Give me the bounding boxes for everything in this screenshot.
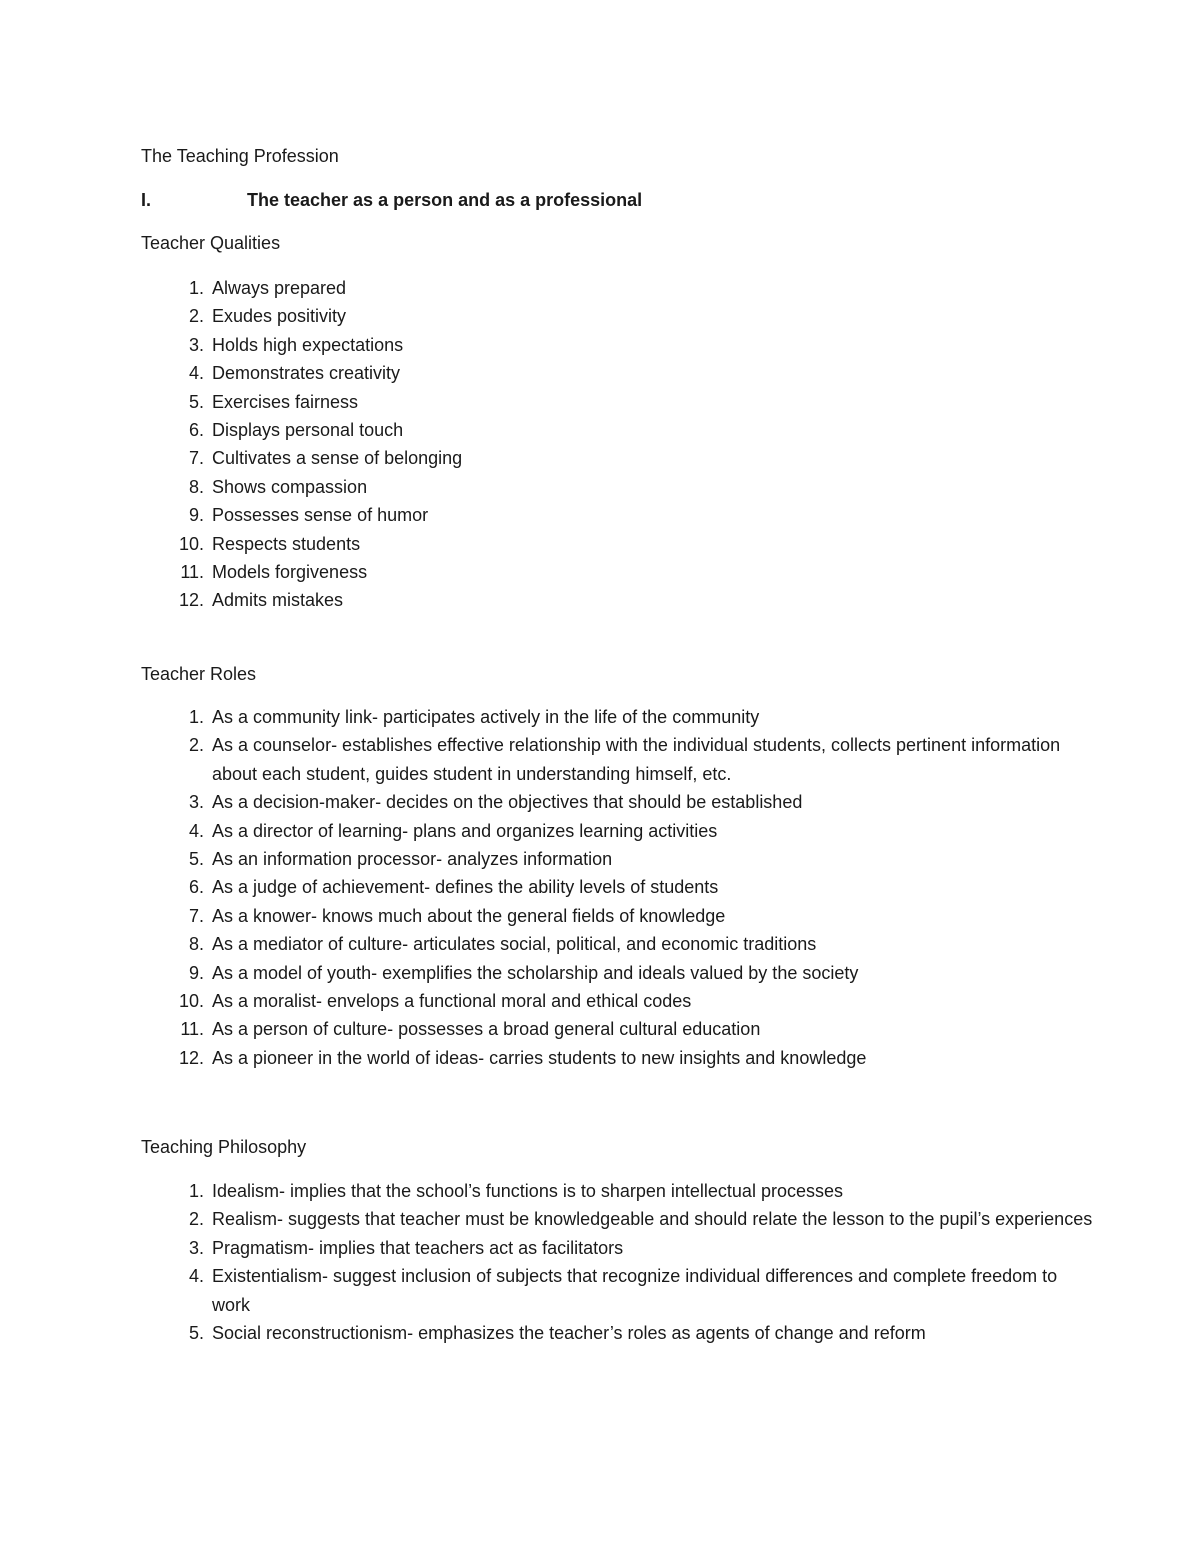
list-item-text: Exercises fairness xyxy=(212,391,359,412)
list-item-number: 5. xyxy=(188,391,204,412)
list-item xyxy=(0,845,1200,873)
list-item xyxy=(0,501,1200,529)
section-heading xyxy=(141,188,642,212)
philosophy-list xyxy=(0,1177,1200,1347)
roles-list xyxy=(0,703,1200,1072)
list-item xyxy=(0,703,1200,731)
list-item xyxy=(0,1234,1200,1262)
list-item-text: Holds high expectations xyxy=(212,334,404,355)
list-item-text: Always prepared xyxy=(212,278,347,298)
list-item xyxy=(0,788,1200,816)
list-item xyxy=(0,558,1200,586)
list-item-text: Pragmatism- implies that teachers act as facilitators xyxy=(212,1237,624,1258)
list-item-number: 11. xyxy=(180,562,204,583)
list-item-text: Idealism- implies that the school’s functions is to sharpen intellectual processes xyxy=(212,1181,843,1201)
list-item-number: 6. xyxy=(188,420,204,441)
list-item-number: 12. xyxy=(178,590,204,611)
list-item xyxy=(0,902,1200,930)
list-item-number: 1. xyxy=(188,278,204,298)
list-item-number: 4. xyxy=(188,820,204,841)
list-item xyxy=(0,1177,1200,1205)
list-item-text: As a counselor- establishes effective relationship with the individual students, collects pertinent information about each student, guides student in understanding himself, etc. xyxy=(212,735,1061,784)
list-item-text: As a decision-maker- decides on the objectives that should be established xyxy=(212,792,803,813)
qualities-list xyxy=(0,274,1200,615)
list-item-number: 8. xyxy=(188,476,204,497)
list-item-text: Realism- suggests that teacher must be knowledgeable and should relate the lesson to the pupil’s experiences xyxy=(212,1209,1093,1230)
list-item xyxy=(0,873,1200,901)
philosophy-heading: Teaching Philosophy xyxy=(141,1137,307,1157)
list-item-number: 7. xyxy=(188,905,204,926)
list-item-number: 1. xyxy=(188,707,204,727)
document-title: The Teaching Profession xyxy=(141,146,339,166)
list-item-number: 8. xyxy=(188,934,204,955)
list-item-number: 10. xyxy=(178,991,204,1012)
list-item xyxy=(0,274,1200,302)
list-item-text: Displays personal touch xyxy=(212,420,404,441)
list-item-text: Demonstrates creativity xyxy=(212,363,401,384)
list-item-number: 9. xyxy=(188,505,204,526)
list-item-number: 1. xyxy=(188,1181,204,1201)
list-item xyxy=(0,731,1200,788)
list-item-number: 4. xyxy=(188,1266,204,1287)
list-item-text: As a judge of achievement- defines the ability levels of students xyxy=(212,877,719,898)
list-item-number: 4. xyxy=(188,363,204,384)
list-item-number: 3. xyxy=(188,334,204,355)
qualities-heading: Teacher Qualities xyxy=(141,233,281,253)
list-item-number: 10. xyxy=(178,533,204,554)
list-item-number: 7. xyxy=(188,448,204,469)
list-item-number: 3. xyxy=(188,792,204,813)
list-item xyxy=(0,444,1200,472)
list-item xyxy=(0,930,1200,958)
list-item xyxy=(0,1015,1200,1043)
list-item xyxy=(0,1262,1200,1319)
list-item xyxy=(0,1044,1200,1072)
list-item xyxy=(0,987,1200,1015)
list-item xyxy=(0,959,1200,987)
section-number: I. xyxy=(141,190,152,210)
list-item xyxy=(0,1205,1200,1233)
roles-heading: Teacher Roles xyxy=(141,664,257,684)
list-item-text: Models forgiveness xyxy=(212,562,368,583)
list-item-number: 12. xyxy=(178,1047,204,1068)
list-item-text: Admits mistakes xyxy=(212,590,344,611)
list-item-text: Possesses sense of humor xyxy=(212,505,429,526)
list-item-number: 5. xyxy=(188,849,204,870)
list-item-text: Respects students xyxy=(212,533,361,554)
list-item xyxy=(0,331,1200,359)
section-heading-text: The teacher as a person and as a professional xyxy=(247,190,643,210)
list-item-text: As a pioneer in the world of ideas- carries students to new insights and knowledge xyxy=(212,1047,867,1068)
list-item xyxy=(0,473,1200,501)
list-item-text: As a person of culture- possesses a broad general cultural education xyxy=(212,1019,761,1040)
list-item-text: Social reconstructionism- emphasizes the teacher’s roles as agents of change and reform xyxy=(212,1323,926,1344)
list-item-text: Shows compassion xyxy=(212,476,368,497)
list-item xyxy=(0,302,1200,330)
list-item-number: 6. xyxy=(188,877,204,898)
list-item-text: Existentialism- suggest inclusion of subjects that recognize individual differences and complete freedom to work xyxy=(212,1266,1058,1315)
list-item-number: 9. xyxy=(188,962,204,983)
list-item xyxy=(0,388,1200,416)
list-item-number: 5. xyxy=(188,1323,204,1344)
list-item-number: 2. xyxy=(188,735,204,756)
list-item xyxy=(0,817,1200,845)
list-item-text: As a moralist- envelops a functional moral and ethical codes xyxy=(212,991,692,1012)
list-item-text: As a knower- knows much about the general fields of knowledge xyxy=(212,905,726,926)
list-item-number: 11. xyxy=(180,1019,204,1040)
list-item-text: Cultivates a sense of belonging xyxy=(212,448,463,469)
list-item xyxy=(0,1319,1200,1347)
list-item-text: As a mediator of culture- articulates social, political, and economic traditions xyxy=(212,934,817,955)
list-item xyxy=(0,416,1200,444)
list-item-number: 2. xyxy=(188,306,204,327)
list-item-text: As a community link- participates actively in the life of the community xyxy=(212,707,760,727)
list-item-text: Exudes positivity xyxy=(212,306,347,327)
list-item-number: 2. xyxy=(188,1209,204,1230)
list-item-text: As an information processor- analyzes information xyxy=(212,849,613,870)
list-item-text: As a model of youth- exemplifies the scholarship and ideals valued by the society xyxy=(212,962,859,983)
list-item-text: As a director of learning- plans and organizes learning activities xyxy=(212,820,718,841)
list-item xyxy=(0,359,1200,387)
list-item xyxy=(0,530,1200,558)
list-item-number: 3. xyxy=(188,1237,204,1258)
list-item xyxy=(0,586,1200,614)
